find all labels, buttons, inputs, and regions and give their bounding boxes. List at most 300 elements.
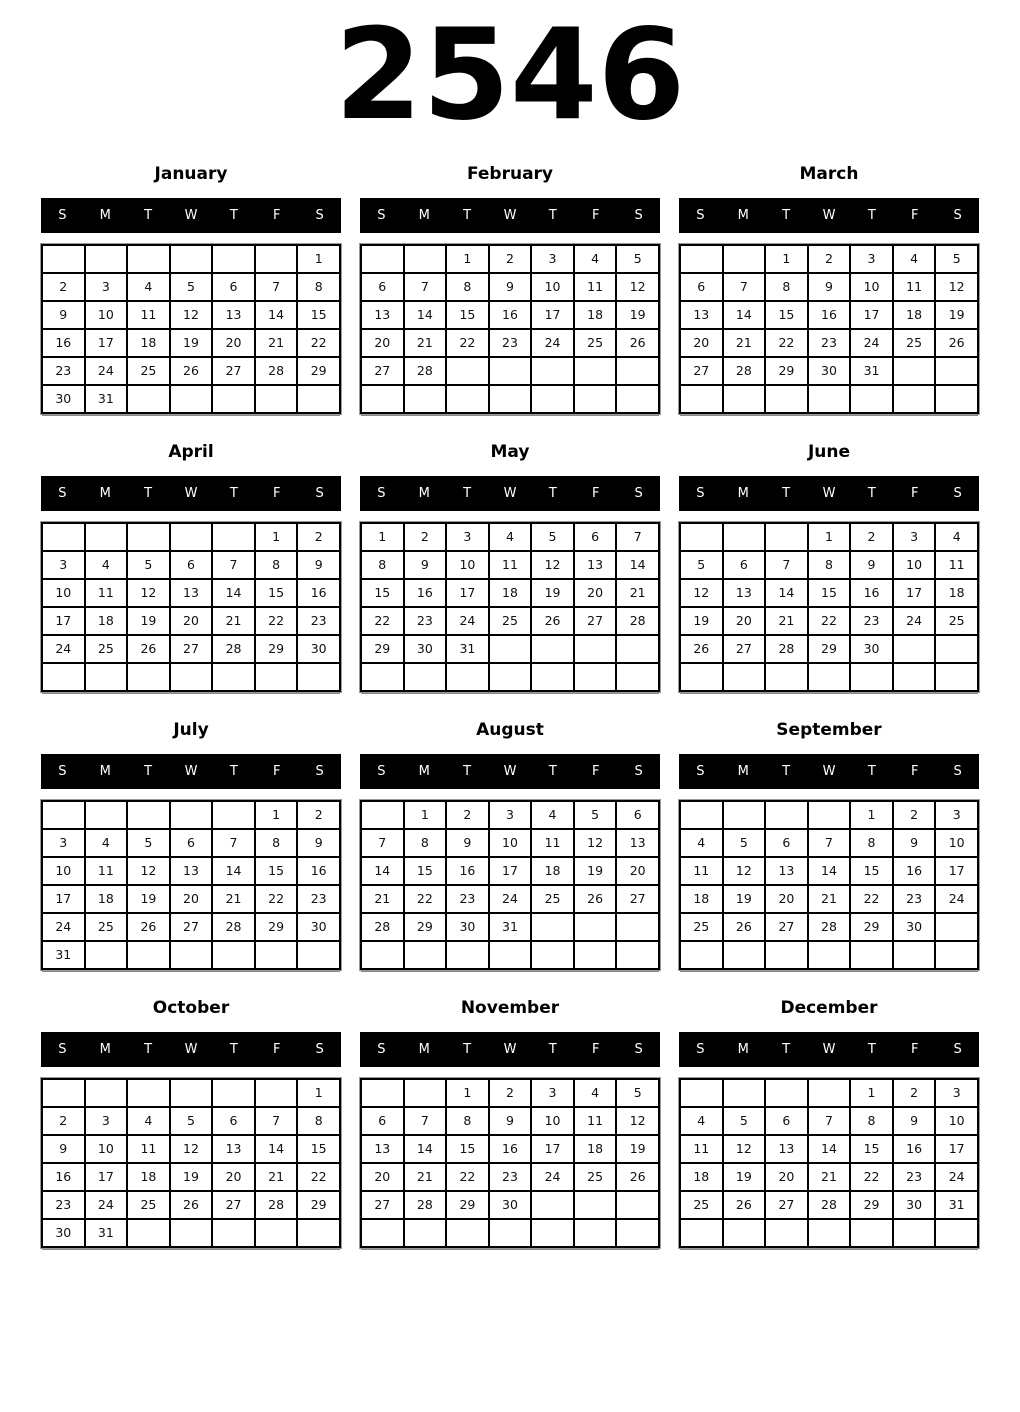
date-cell: 12 (935, 273, 978, 301)
empty-cell (212, 941, 255, 969)
date-cell: 3 (42, 551, 85, 579)
weekday-label: S (953, 208, 962, 223)
week-row (680, 385, 978, 413)
weekday-label: S (953, 764, 962, 779)
empty-cell (489, 941, 532, 969)
date-cell: 26 (723, 1191, 766, 1219)
weekday-label: F (591, 764, 600, 779)
empty-cell (361, 663, 404, 691)
date-cell: 7 (808, 829, 851, 857)
date-cell: 30 (893, 913, 936, 941)
weekday-label: W (822, 764, 836, 779)
date-cell: 30 (893, 1191, 936, 1219)
empty-cell (531, 385, 574, 413)
empty-cell (531, 635, 574, 663)
date-cell: 28 (212, 635, 255, 663)
date-cell: 7 (255, 273, 298, 301)
empty-cell (170, 1219, 213, 1247)
weekday-label: S (634, 208, 643, 223)
date-cell: 7 (404, 273, 447, 301)
empty-cell (85, 523, 128, 551)
weekday-label: T (867, 208, 876, 223)
date-cell: 18 (489, 579, 532, 607)
date-cell: 17 (489, 857, 532, 885)
date-cell: 18 (893, 301, 936, 329)
weekday-header-bar (360, 198, 660, 233)
week-row (42, 1163, 340, 1191)
weekday-label: S (696, 764, 705, 779)
empty-cell (361, 1079, 404, 1107)
date-cell: 17 (893, 579, 936, 607)
week-row (680, 913, 978, 941)
date-cell: 7 (212, 551, 255, 579)
week-row (361, 607, 659, 635)
date-cell: 21 (723, 329, 766, 357)
date-cell: 27 (723, 635, 766, 663)
week-row (361, 1079, 659, 1107)
weekday-label: T (782, 764, 791, 779)
date-cell: 15 (850, 857, 893, 885)
date-cell: 4 (85, 551, 128, 579)
empty-cell (850, 663, 893, 691)
date-cell: 30 (446, 913, 489, 941)
date-cell: 7 (765, 551, 808, 579)
empty-cell (574, 385, 617, 413)
date-cell: 29 (850, 1191, 893, 1219)
date-cell: 18 (680, 885, 723, 913)
month-october (41, 998, 341, 1248)
date-cell: 27 (765, 913, 808, 941)
date-cell: 24 (531, 329, 574, 357)
weekday-label: T (463, 486, 472, 501)
weekday-label: M (99, 208, 111, 223)
date-cell: 9 (42, 301, 85, 329)
week-row (361, 385, 659, 413)
empty-cell (531, 913, 574, 941)
empty-cell (616, 1191, 659, 1219)
date-cell: 20 (361, 1163, 404, 1191)
date-cell: 14 (616, 551, 659, 579)
date-cell: 8 (404, 829, 447, 857)
date-cell: 12 (574, 829, 617, 857)
week-row (361, 913, 659, 941)
date-cell: 16 (489, 1135, 532, 1163)
empty-cell (297, 663, 340, 691)
date-cell: 9 (297, 829, 340, 857)
weekday-label: T (548, 764, 557, 779)
date-cell: 30 (808, 357, 851, 385)
date-cell: 9 (446, 829, 489, 857)
week-row (42, 301, 340, 329)
week-row (361, 579, 659, 607)
month-date-grid (41, 244, 341, 414)
week-row (42, 1219, 340, 1247)
date-cell: 22 (255, 885, 298, 913)
date-cell: 14 (723, 301, 766, 329)
date-cell: 22 (297, 329, 340, 357)
week-row (361, 635, 659, 663)
empty-cell (212, 523, 255, 551)
date-cell: 19 (127, 607, 170, 635)
date-cell: 18 (574, 1135, 617, 1163)
week-row (361, 551, 659, 579)
weekday-label: S (315, 764, 324, 779)
date-cell: 20 (212, 1163, 255, 1191)
date-cell: 12 (616, 1107, 659, 1135)
month-february (360, 164, 660, 414)
date-cell: 18 (127, 1163, 170, 1191)
empty-cell (489, 663, 532, 691)
empty-cell (127, 245, 170, 273)
empty-cell (361, 801, 404, 829)
date-cell: 6 (680, 273, 723, 301)
month-january (41, 164, 341, 414)
weekday-label: F (591, 486, 600, 501)
date-cell: 3 (446, 523, 489, 551)
date-cell: 11 (127, 1135, 170, 1163)
weekday-label: F (910, 208, 919, 223)
week-row (680, 551, 978, 579)
date-cell: 11 (85, 857, 128, 885)
date-cell: 19 (170, 1163, 213, 1191)
date-cell: 8 (765, 273, 808, 301)
week-row (680, 1079, 978, 1107)
week-row (42, 1135, 340, 1163)
empty-cell (616, 357, 659, 385)
date-cell: 6 (765, 829, 808, 857)
date-cell: 24 (42, 635, 85, 663)
date-cell: 23 (42, 1191, 85, 1219)
empty-cell (170, 801, 213, 829)
date-cell: 28 (255, 1191, 298, 1219)
date-cell: 19 (723, 1163, 766, 1191)
date-cell: 8 (255, 829, 298, 857)
weekday-label: S (58, 764, 67, 779)
date-cell: 7 (616, 523, 659, 551)
date-cell: 5 (723, 829, 766, 857)
week-row (361, 357, 659, 385)
date-cell: 11 (127, 301, 170, 329)
date-cell: 9 (489, 1107, 532, 1135)
empty-cell (255, 245, 298, 273)
date-cell: 3 (531, 1079, 574, 1107)
date-cell: 12 (723, 857, 766, 885)
weekday-header-bar (41, 1032, 341, 1067)
week-row (361, 1163, 659, 1191)
date-cell: 5 (170, 273, 213, 301)
weekday-label: S (634, 764, 643, 779)
date-cell: 29 (765, 357, 808, 385)
week-row (361, 245, 659, 273)
date-cell: 12 (616, 273, 659, 301)
date-cell: 9 (42, 1135, 85, 1163)
date-cell: 10 (531, 1107, 574, 1135)
weekday-label: T (229, 208, 238, 223)
empty-cell (85, 1079, 128, 1107)
date-cell: 2 (297, 801, 340, 829)
date-cell: 2 (446, 801, 489, 829)
week-row (42, 245, 340, 273)
empty-cell (808, 385, 851, 413)
date-cell: 4 (127, 273, 170, 301)
date-cell: 4 (680, 1107, 723, 1135)
week-row (42, 357, 340, 385)
date-cell: 11 (680, 1135, 723, 1163)
weekday-label: W (184, 1042, 198, 1057)
date-cell: 13 (170, 857, 213, 885)
date-cell: 30 (297, 635, 340, 663)
months-grid (0, 164, 1020, 1248)
date-cell: 25 (127, 357, 170, 385)
date-cell: 26 (723, 913, 766, 941)
month-august (360, 720, 660, 970)
week-row (42, 635, 340, 663)
date-cell: 29 (255, 913, 298, 941)
empty-cell (680, 385, 723, 413)
date-cell: 6 (361, 273, 404, 301)
date-cell: 10 (935, 1107, 978, 1135)
weekday-header-bar (41, 198, 341, 233)
week-row (42, 273, 340, 301)
empty-cell (170, 941, 213, 969)
week-row (42, 329, 340, 357)
month-title: January (154, 164, 228, 184)
weekday-label: T (229, 1042, 238, 1057)
date-cell: 26 (531, 607, 574, 635)
weekday-label: M (99, 764, 111, 779)
week-row (680, 829, 978, 857)
weekday-label: M (737, 1042, 749, 1057)
date-cell: 31 (850, 357, 893, 385)
date-cell: 2 (42, 1107, 85, 1135)
weekday-label: M (418, 764, 430, 779)
weekday-label: T (144, 764, 153, 779)
empty-cell (723, 1079, 766, 1107)
date-cell: 22 (808, 607, 851, 635)
date-cell: 16 (42, 329, 85, 357)
empty-cell (127, 941, 170, 969)
empty-cell (765, 801, 808, 829)
date-cell: 2 (893, 801, 936, 829)
date-cell: 29 (404, 913, 447, 941)
date-cell: 20 (574, 579, 617, 607)
date-cell: 22 (850, 885, 893, 913)
date-cell: 21 (361, 885, 404, 913)
empty-cell (170, 1079, 213, 1107)
empty-cell (616, 385, 659, 413)
month-date-grid (679, 800, 979, 970)
date-cell: 11 (85, 579, 128, 607)
week-row (680, 801, 978, 829)
date-cell: 11 (489, 551, 532, 579)
date-cell: 24 (893, 607, 936, 635)
empty-cell (404, 663, 447, 691)
date-cell: 20 (170, 607, 213, 635)
week-row (42, 801, 340, 829)
weekday-label: W (503, 486, 517, 501)
month-date-grid (360, 244, 660, 414)
date-cell: 1 (255, 801, 298, 829)
weekday-label: T (782, 1042, 791, 1057)
date-cell: 1 (446, 1079, 489, 1107)
empty-cell (85, 801, 128, 829)
date-cell: 23 (489, 1163, 532, 1191)
date-cell: 19 (574, 857, 617, 885)
date-cell: 21 (765, 607, 808, 635)
empty-cell (127, 1219, 170, 1247)
date-cell: 18 (127, 329, 170, 357)
date-cell: 15 (297, 301, 340, 329)
date-cell: 22 (404, 885, 447, 913)
date-cell: 14 (808, 1135, 851, 1163)
date-cell: 13 (723, 579, 766, 607)
date-cell: 24 (85, 357, 128, 385)
date-cell: 8 (446, 1107, 489, 1135)
week-row (361, 801, 659, 829)
weekday-label: M (99, 1042, 111, 1057)
date-cell: 2 (42, 273, 85, 301)
month-title: September (776, 720, 882, 740)
date-cell: 9 (404, 551, 447, 579)
date-cell: 22 (255, 607, 298, 635)
date-cell: 9 (850, 551, 893, 579)
date-cell: 5 (616, 245, 659, 273)
date-cell: 3 (935, 1079, 978, 1107)
week-row (680, 1219, 978, 1247)
date-cell: 27 (361, 357, 404, 385)
date-cell: 20 (361, 329, 404, 357)
date-cell: 22 (446, 1163, 489, 1191)
date-cell: 5 (935, 245, 978, 273)
empty-cell (446, 385, 489, 413)
weekday-label: M (418, 208, 430, 223)
empty-cell (935, 941, 978, 969)
date-cell: 15 (446, 301, 489, 329)
weekday-header-bar (41, 476, 341, 511)
date-cell: 2 (850, 523, 893, 551)
date-cell: 19 (616, 1135, 659, 1163)
date-cell: 15 (446, 1135, 489, 1163)
date-cell: 23 (42, 357, 85, 385)
empty-cell (808, 801, 851, 829)
date-cell: 8 (850, 1107, 893, 1135)
weekday-label: S (953, 486, 962, 501)
date-cell: 18 (574, 301, 617, 329)
week-row (361, 301, 659, 329)
week-row (42, 829, 340, 857)
date-cell: 12 (531, 551, 574, 579)
date-cell: 27 (361, 1191, 404, 1219)
empty-cell (680, 1079, 723, 1107)
date-cell: 21 (616, 579, 659, 607)
month-title: October (152, 998, 230, 1018)
weekday-label: T (782, 208, 791, 223)
empty-cell (404, 385, 447, 413)
date-cell: 27 (616, 885, 659, 913)
weekday-label: W (503, 764, 517, 779)
date-cell: 28 (404, 357, 447, 385)
week-row (361, 885, 659, 913)
date-cell: 14 (255, 1135, 298, 1163)
date-cell: 2 (297, 523, 340, 551)
month-title: February (466, 164, 554, 184)
weekday-label: S (696, 1042, 705, 1057)
date-cell: 26 (127, 635, 170, 663)
date-cell: 17 (85, 329, 128, 357)
week-row (680, 607, 978, 635)
date-cell: 29 (255, 635, 298, 663)
date-cell: 25 (893, 329, 936, 357)
empty-cell (361, 385, 404, 413)
empty-cell (42, 245, 85, 273)
weekday-label: F (910, 486, 919, 501)
empty-cell (680, 941, 723, 969)
empty-cell (404, 1079, 447, 1107)
empty-cell (574, 1191, 617, 1219)
date-cell: 14 (404, 301, 447, 329)
date-cell: 26 (616, 1163, 659, 1191)
date-cell: 2 (489, 245, 532, 273)
date-cell: 16 (446, 857, 489, 885)
date-cell: 29 (297, 1191, 340, 1219)
date-cell: 29 (446, 1191, 489, 1219)
weekday-label: T (229, 764, 238, 779)
month-date-grid (679, 244, 979, 414)
date-cell: 31 (85, 1219, 128, 1247)
date-cell: 4 (935, 523, 978, 551)
date-cell: 30 (42, 1219, 85, 1247)
empty-cell (765, 385, 808, 413)
date-cell: 3 (893, 523, 936, 551)
date-cell: 1 (446, 245, 489, 273)
date-cell: 22 (446, 329, 489, 357)
date-cell: 28 (808, 1191, 851, 1219)
empty-cell (531, 357, 574, 385)
month-date-grid (679, 1078, 979, 1248)
date-cell: 15 (765, 301, 808, 329)
date-cell: 19 (723, 885, 766, 913)
empty-cell (42, 801, 85, 829)
weekday-header-bar (360, 1032, 660, 1067)
empty-cell (765, 941, 808, 969)
date-cell: 3 (42, 829, 85, 857)
empty-cell (765, 663, 808, 691)
empty-cell (297, 941, 340, 969)
date-cell: 22 (850, 1163, 893, 1191)
weekday-label: T (548, 486, 557, 501)
empty-cell (255, 941, 298, 969)
date-cell: 12 (127, 857, 170, 885)
weekday-label: S (377, 208, 386, 223)
empty-cell (935, 913, 978, 941)
date-cell: 14 (255, 301, 298, 329)
date-cell: 11 (531, 829, 574, 857)
week-row (680, 357, 978, 385)
empty-cell (255, 1219, 298, 1247)
date-cell: 31 (446, 635, 489, 663)
week-row (42, 385, 340, 413)
weekday-label: W (503, 208, 517, 223)
date-cell: 24 (531, 1163, 574, 1191)
date-cell: 19 (170, 329, 213, 357)
date-cell: 7 (808, 1107, 851, 1135)
date-cell: 1 (850, 1079, 893, 1107)
week-row (361, 941, 659, 969)
date-cell: 12 (170, 301, 213, 329)
weekday-label: T (867, 764, 876, 779)
date-cell: 30 (404, 635, 447, 663)
empty-cell (446, 663, 489, 691)
